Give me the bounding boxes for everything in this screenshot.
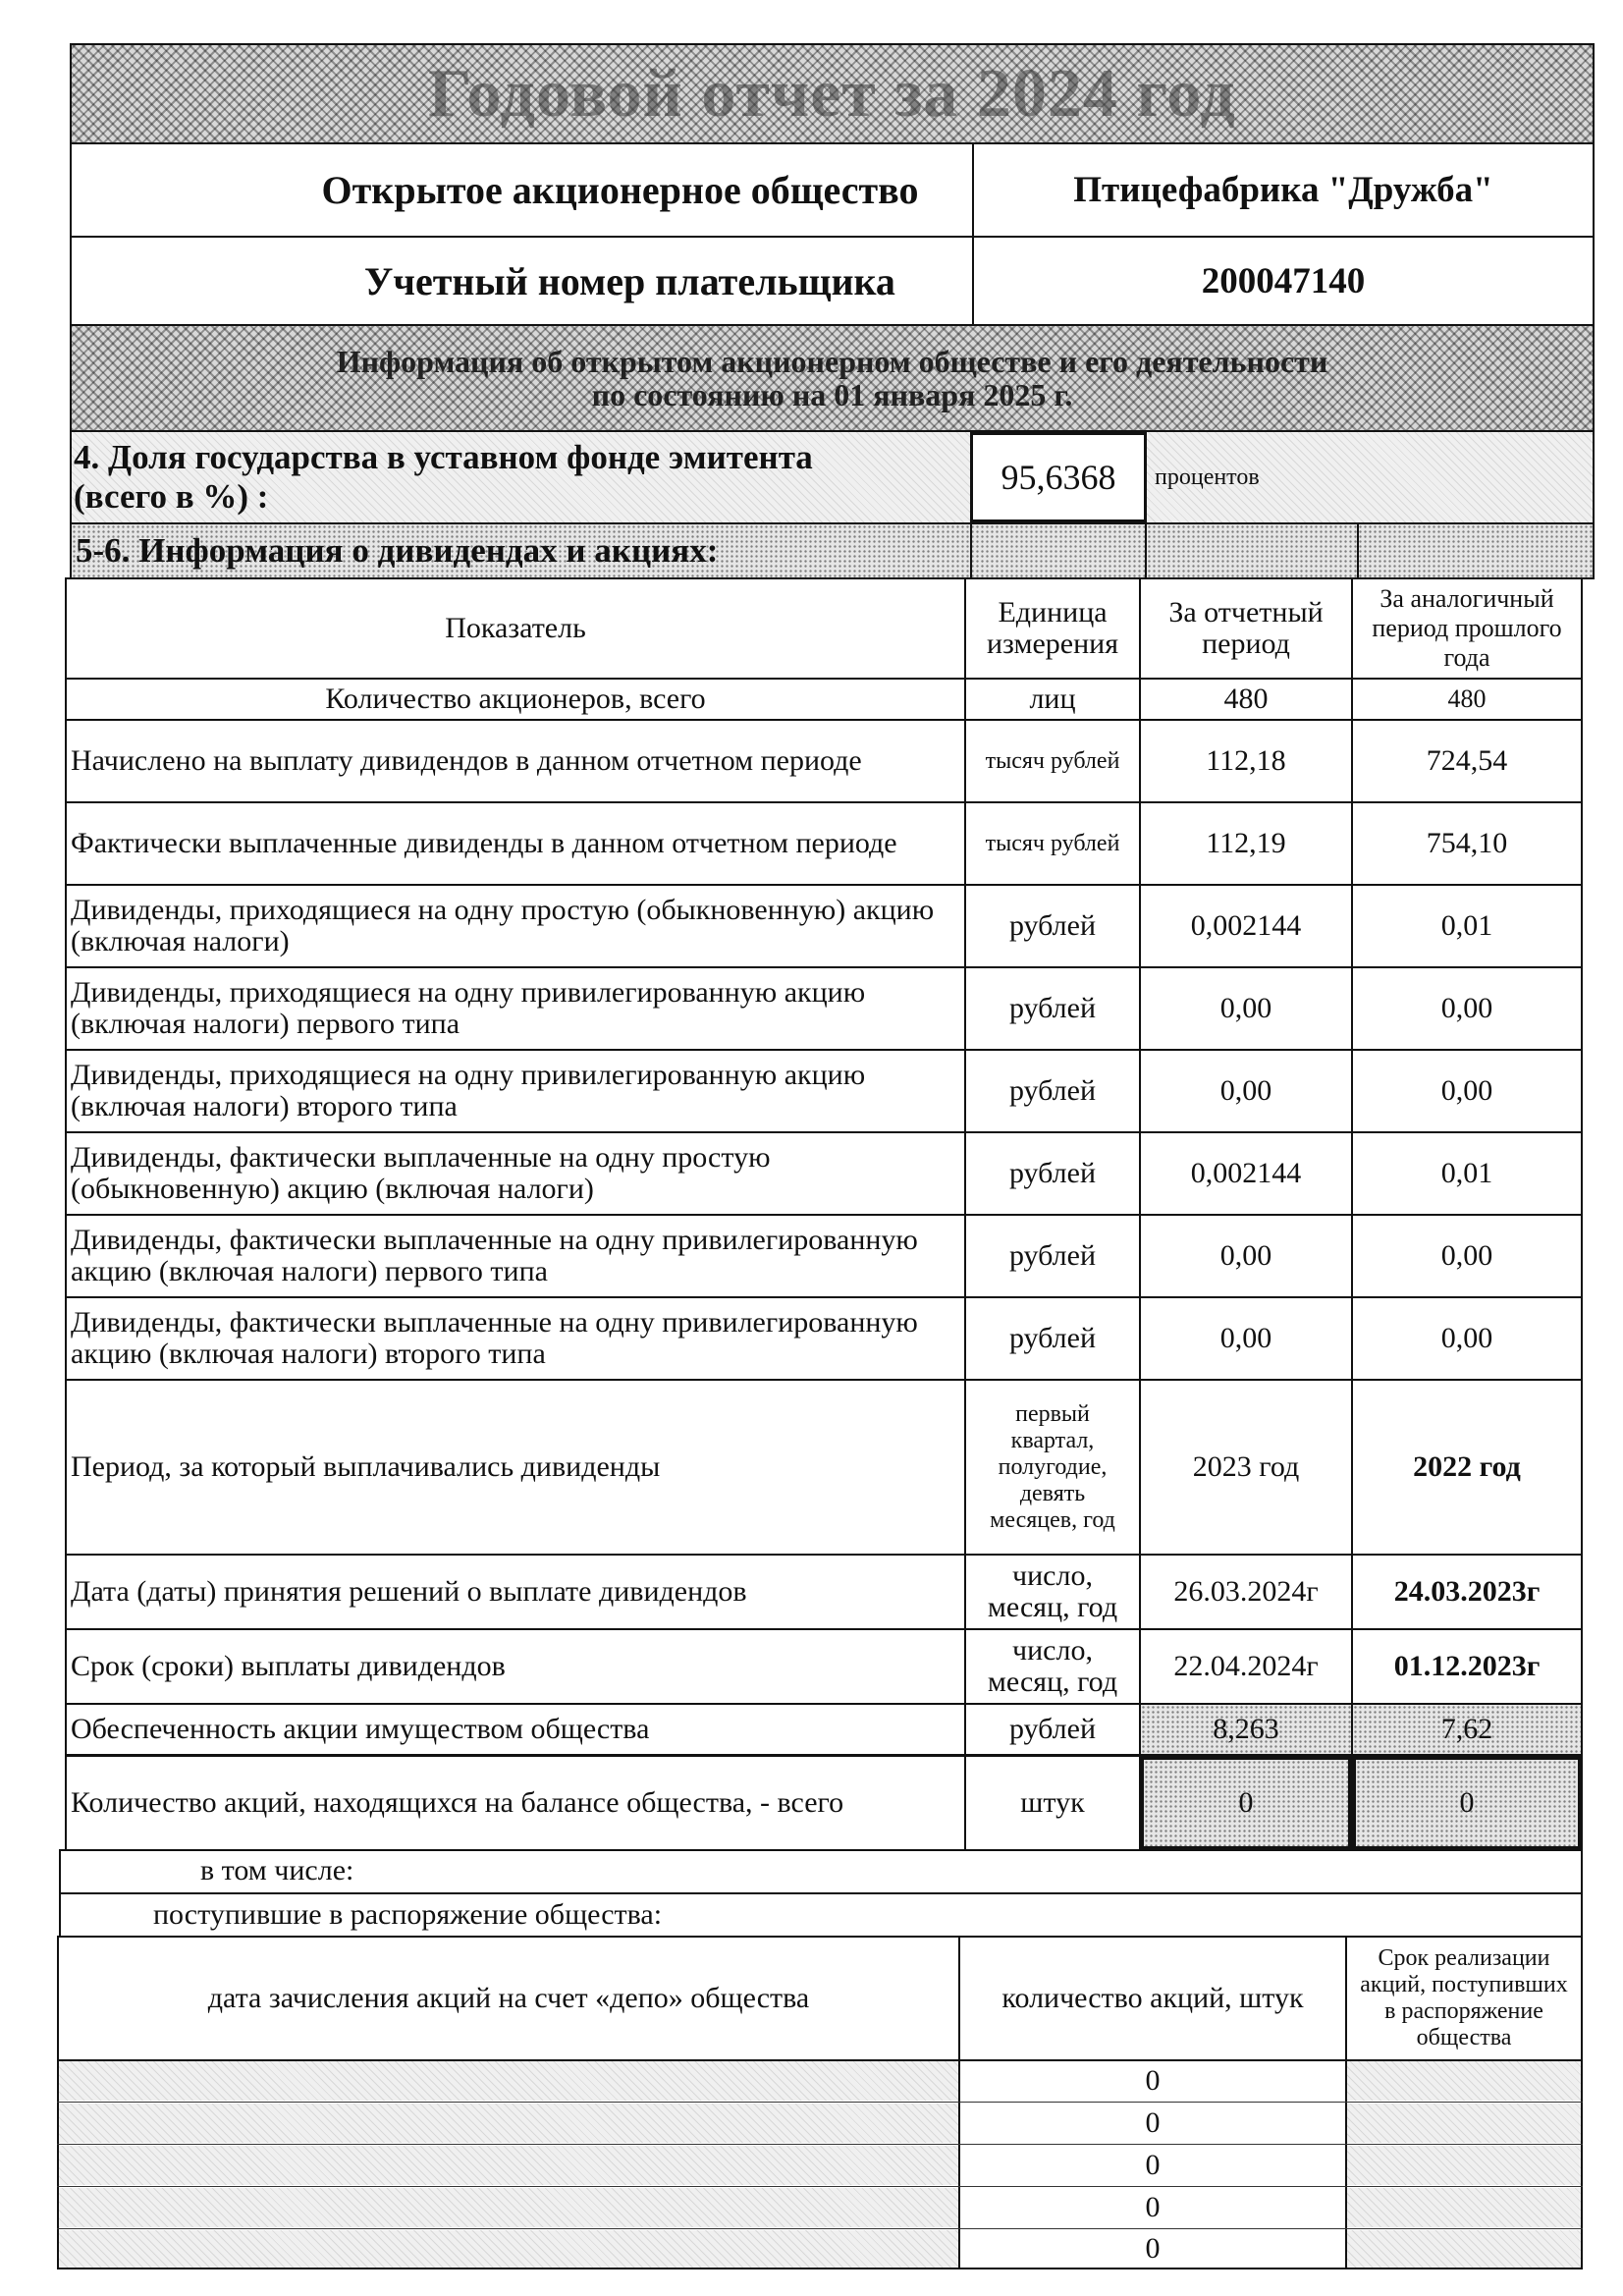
table-row-unit bbox=[966, 803, 1139, 884]
taxpayer-label: Учетный номер плательщика bbox=[364, 258, 895, 303]
col-header-current bbox=[1141, 579, 1351, 678]
row-previous-text: 01.12.2023г bbox=[1393, 1650, 1541, 1682]
taxpayer-label-cell bbox=[70, 236, 974, 326]
table-row-current bbox=[1141, 680, 1351, 719]
row-unit-text: лиц bbox=[1029, 683, 1076, 715]
row-label-text: Дивиденды, фактически выплаченные на одну привилегированную акцию (включая налоги) первого типа bbox=[71, 1224, 918, 1287]
received-label-cell bbox=[149, 1894, 1033, 1936]
row-unit-text: тысяч рублей bbox=[985, 830, 1120, 856]
table-row-label bbox=[67, 968, 964, 1049]
table-row-unit bbox=[966, 886, 1139, 966]
row-previous-text: 0 bbox=[1459, 1786, 1475, 1819]
table-row-label bbox=[67, 1216, 964, 1296]
depo-count-text: 0 bbox=[1145, 2106, 1161, 2139]
row-previous-text: 24.03.2023г bbox=[1393, 1575, 1541, 1608]
table-row-unit bbox=[966, 1705, 1139, 1754]
company-name: Птицефабрика "Дружба" bbox=[1073, 170, 1493, 210]
col-header-previous bbox=[1353, 579, 1581, 678]
including-label-cell bbox=[196, 1851, 884, 1890]
row-divider bbox=[57, 2102, 1583, 2103]
row-current-text: 480 bbox=[1223, 683, 1269, 715]
depo-col-date bbox=[59, 1938, 958, 2059]
table-row-previous bbox=[1353, 680, 1581, 719]
table-row-current bbox=[1141, 968, 1351, 1049]
table-row-label bbox=[67, 1705, 964, 1754]
row-current-text: 0,00 bbox=[1219, 1322, 1272, 1354]
row-divider bbox=[57, 2186, 1583, 2187]
row-label-text: Обеспеченность акции имуществом общества bbox=[71, 1713, 650, 1745]
depo-row-count bbox=[960, 2146, 1345, 2185]
state-share-unit-cell bbox=[1151, 432, 1406, 522]
row-label-text: Дивиденды, фактически выплаченные на одну простую (обыкновенную) акцию (включая налоги) bbox=[71, 1141, 771, 1205]
col-header-unit bbox=[966, 579, 1139, 678]
state-share-label-line2: (всего в %) : bbox=[74, 477, 269, 516]
depo-col-term bbox=[1347, 1938, 1581, 2059]
row-unit-text: рублей bbox=[1008, 1074, 1097, 1107]
row-previous-text: 2022 год bbox=[1413, 1450, 1521, 1483]
table-row-previous bbox=[1353, 1133, 1581, 1214]
table-row-label bbox=[67, 680, 964, 719]
depo-row-term bbox=[1347, 2104, 1581, 2143]
company-name-cell bbox=[972, 142, 1595, 238]
row-previous-text: 480 bbox=[1447, 684, 1487, 713]
row-unit-text: штук bbox=[1020, 1786, 1085, 1819]
state-share-value: 95,6368 bbox=[1001, 458, 1116, 497]
table-row-current bbox=[1141, 1705, 1351, 1754]
row-label-text: Дивиденды, фактически выплаченные на одну привилегированную акцию (включая налоги) второго типа bbox=[71, 1306, 918, 1370]
table-row-previous bbox=[1353, 886, 1581, 966]
row-unit-text: рублей bbox=[1008, 1713, 1097, 1745]
state-share-label-cell bbox=[74, 432, 967, 522]
row-current-text: 8,263 bbox=[1213, 1713, 1279, 1745]
depo-col-count-text: количество акций, штук bbox=[1001, 1982, 1304, 2014]
company-type: Открытое акционерное общество bbox=[321, 168, 919, 212]
received-label: поступившие в распоряжение общества: bbox=[153, 1898, 663, 1931]
depo-count-text: 0 bbox=[1145, 2064, 1161, 2097]
table-row-current bbox=[1141, 1298, 1351, 1379]
info-banner bbox=[70, 324, 1595, 432]
report-title-banner bbox=[70, 43, 1595, 144]
row-label-text: Дата (даты) принятия решений о выплате дивидендов bbox=[71, 1575, 747, 1608]
table-row-label bbox=[67, 1133, 964, 1214]
depo-row-count bbox=[960, 2061, 1345, 2101]
depo-count-text: 0 bbox=[1145, 2149, 1161, 2181]
divider bbox=[1357, 522, 1359, 579]
table-row-unit bbox=[966, 968, 1139, 1049]
depo-col-date-text: дата зачисления акций на счет «депо» общества bbox=[207, 1982, 810, 2014]
row-unit-text: первый квартал, полугодие, девять месяцев, год bbox=[990, 1400, 1115, 1533]
state-share-value-cell bbox=[970, 432, 1147, 522]
table-row-previous bbox=[1353, 1757, 1581, 1849]
table-row-previous bbox=[1353, 721, 1581, 801]
dividends-section-title-cell bbox=[72, 524, 965, 577]
depo-row-term bbox=[1347, 2188, 1581, 2227]
row-current-text: 0,00 bbox=[1219, 992, 1272, 1024]
row-label-text: Дивиденды, приходящиеся на одну привилегированную акцию (включая налоги) первого типа bbox=[71, 976, 866, 1040]
row-unit-text: число, месяц, год bbox=[987, 1634, 1118, 1698]
row-previous-text: 0,01 bbox=[1440, 1157, 1493, 1189]
table-row-label bbox=[67, 1556, 964, 1628]
table-row-previous bbox=[1353, 1298, 1581, 1379]
table-row-previous bbox=[1353, 1051, 1581, 1131]
row-unit-text: рублей bbox=[1008, 1239, 1097, 1272]
table-row-unit bbox=[966, 1051, 1139, 1131]
col-header-current-text: За отчетный период bbox=[1168, 596, 1324, 660]
table-row-unit bbox=[966, 1298, 1139, 1379]
divider bbox=[970, 522, 972, 579]
row-unit-text: рублей bbox=[1008, 1157, 1097, 1189]
depo-count-text: 0 bbox=[1145, 2191, 1161, 2223]
table-row-unit bbox=[966, 1630, 1139, 1703]
including-label: в том числе: bbox=[200, 1854, 354, 1886]
table-row-unit bbox=[966, 1757, 1139, 1849]
company-type-cell bbox=[70, 142, 974, 238]
row-unit-text: число, месяц, год bbox=[987, 1559, 1118, 1623]
divider bbox=[1145, 522, 1147, 579]
row-unit-text: рублей bbox=[1008, 909, 1097, 942]
table-row-previous bbox=[1353, 968, 1581, 1049]
row-unit-text: тысяч рублей bbox=[985, 747, 1120, 774]
row-unit-text: рублей bbox=[1008, 1322, 1097, 1354]
info-banner-line2: по состоянию на 01 января 2025 г. bbox=[591, 377, 1073, 412]
depo-row-date bbox=[59, 2146, 958, 2185]
table-row-label bbox=[67, 1051, 964, 1131]
depo-col-count bbox=[960, 1938, 1345, 2059]
row-divider bbox=[57, 2144, 1583, 2145]
depo-row-date bbox=[59, 2188, 958, 2227]
table-row-previous bbox=[1353, 1630, 1581, 1703]
table-row-label bbox=[67, 803, 964, 884]
table-row-previous bbox=[1353, 1556, 1581, 1628]
table-row-previous bbox=[1353, 803, 1581, 884]
table-row-previous bbox=[1353, 1381, 1581, 1554]
row-current-text: 0,00 bbox=[1219, 1074, 1272, 1107]
row-label-text: Количество акций, находящихся на балансе общества, - всего bbox=[71, 1786, 844, 1819]
state-share-label-line1: 4. Доля государства в уставном фонде эмитента bbox=[74, 438, 813, 476]
table-row-current bbox=[1141, 1757, 1351, 1849]
table-row-label bbox=[67, 1630, 964, 1703]
table-row-current bbox=[1141, 1556, 1351, 1628]
row-previous-text: 0,00 bbox=[1440, 992, 1493, 1024]
row-label-text: Начислено на выплату дивидендов в данном отчетном периоде bbox=[71, 744, 862, 777]
table-row-current bbox=[1141, 1630, 1351, 1703]
table-row-current bbox=[1141, 1051, 1351, 1131]
info-banner-line1: Информация об открытом акционерном обществе и его деятельности bbox=[336, 344, 1328, 379]
depo-row-count bbox=[960, 2188, 1345, 2227]
row-label-text: Количество акционеров, всего bbox=[325, 683, 706, 715]
row-previous-text: 0,01 bbox=[1440, 909, 1493, 942]
row-current-text: 112,18 bbox=[1206, 744, 1286, 777]
row-current-text: 2023 год bbox=[1192, 1450, 1300, 1483]
depo-row-term bbox=[1347, 2230, 1581, 2268]
row-previous-text: 754,10 bbox=[1426, 827, 1508, 859]
row-label-text: Дивиденды, приходящиеся на одну простую (обыкновенную) акцию (включая налоги) bbox=[71, 894, 935, 957]
table-row-label bbox=[67, 721, 964, 801]
depo-row-date bbox=[59, 2061, 958, 2101]
state-share-unit: процентов bbox=[1155, 464, 1260, 490]
table-row-unit bbox=[966, 1133, 1139, 1214]
table-row-unit bbox=[966, 680, 1139, 719]
row-current-text: 26.03.2024г bbox=[1173, 1575, 1319, 1608]
depo-row-count bbox=[960, 2230, 1345, 2268]
table-row-unit bbox=[966, 1381, 1139, 1554]
col-header-unit-text: Единица измерения bbox=[986, 596, 1118, 660]
table-row-current bbox=[1141, 1381, 1351, 1554]
row-label-text: Дивиденды, приходящиеся на одну привилегированную акцию (включая налоги) второго типа bbox=[71, 1059, 866, 1122]
col-header-indicator-text: Показатель bbox=[445, 612, 586, 644]
depo-row-date bbox=[59, 2104, 958, 2143]
table-row-current bbox=[1141, 886, 1351, 966]
row-current-text: 0 bbox=[1238, 1786, 1254, 1819]
dividends-section-title: 5-6. Информация о дивидендах и акциях: bbox=[76, 531, 719, 570]
row-previous-text: 724,54 bbox=[1426, 744, 1508, 777]
row-previous-text: 0,00 bbox=[1440, 1322, 1493, 1354]
depo-row-count bbox=[960, 2104, 1345, 2143]
table-row-previous bbox=[1353, 1216, 1581, 1296]
row-label-text: Период, за который выплачивались дивиденды bbox=[71, 1450, 661, 1483]
row-previous-text: 0,00 bbox=[1440, 1239, 1493, 1272]
table-row-unit bbox=[966, 721, 1139, 801]
depo-count-text: 0 bbox=[1145, 2232, 1161, 2265]
depo-row-date bbox=[59, 2230, 958, 2268]
table-row-previous bbox=[1353, 1705, 1581, 1754]
depo-row-term bbox=[1347, 2061, 1581, 2101]
table-row-label bbox=[67, 1381, 964, 1554]
taxpayer-number-cell bbox=[972, 236, 1595, 326]
row-current-text: 0,00 bbox=[1219, 1239, 1272, 1272]
row-current-text: 0,002144 bbox=[1190, 1157, 1302, 1189]
row-unit-text: рублей bbox=[1008, 992, 1097, 1024]
row-previous-text: 7,62 bbox=[1440, 1713, 1493, 1745]
table-row-current bbox=[1141, 1133, 1351, 1214]
row-current-text: 0,002144 bbox=[1190, 909, 1302, 942]
table-row-unit bbox=[966, 1216, 1139, 1296]
depo-col-term-text: Срок реализации акций, поступивших в распоряжение общества bbox=[1360, 1945, 1568, 2050]
table-row-label bbox=[67, 1757, 964, 1849]
col-header-previous-text: За аналогичный период прошлого года bbox=[1372, 584, 1562, 672]
row-current-text: 112,19 bbox=[1206, 827, 1286, 859]
table-row-current bbox=[1141, 803, 1351, 884]
row-previous-text: 0,00 bbox=[1440, 1074, 1493, 1107]
table-row-label bbox=[67, 1298, 964, 1379]
table-row-label bbox=[67, 886, 964, 966]
table-row-current bbox=[1141, 1216, 1351, 1296]
taxpayer-number: 200047140 bbox=[1201, 260, 1366, 301]
row-current-text: 22.04.2024г bbox=[1173, 1650, 1319, 1682]
row-label-text: Фактически выплаченные дивиденды в данном отчетном периоде bbox=[71, 827, 897, 859]
depo-row-term bbox=[1347, 2146, 1581, 2185]
col-header-indicator bbox=[67, 579, 964, 678]
row-divider bbox=[57, 2228, 1583, 2229]
report-title: Годовой отчет за 2024 год bbox=[428, 55, 1236, 132]
row-label-text: Срок (сроки) выплаты дивидендов bbox=[71, 1650, 506, 1682]
table-row-unit bbox=[966, 1556, 1139, 1628]
table-row-current bbox=[1141, 721, 1351, 801]
